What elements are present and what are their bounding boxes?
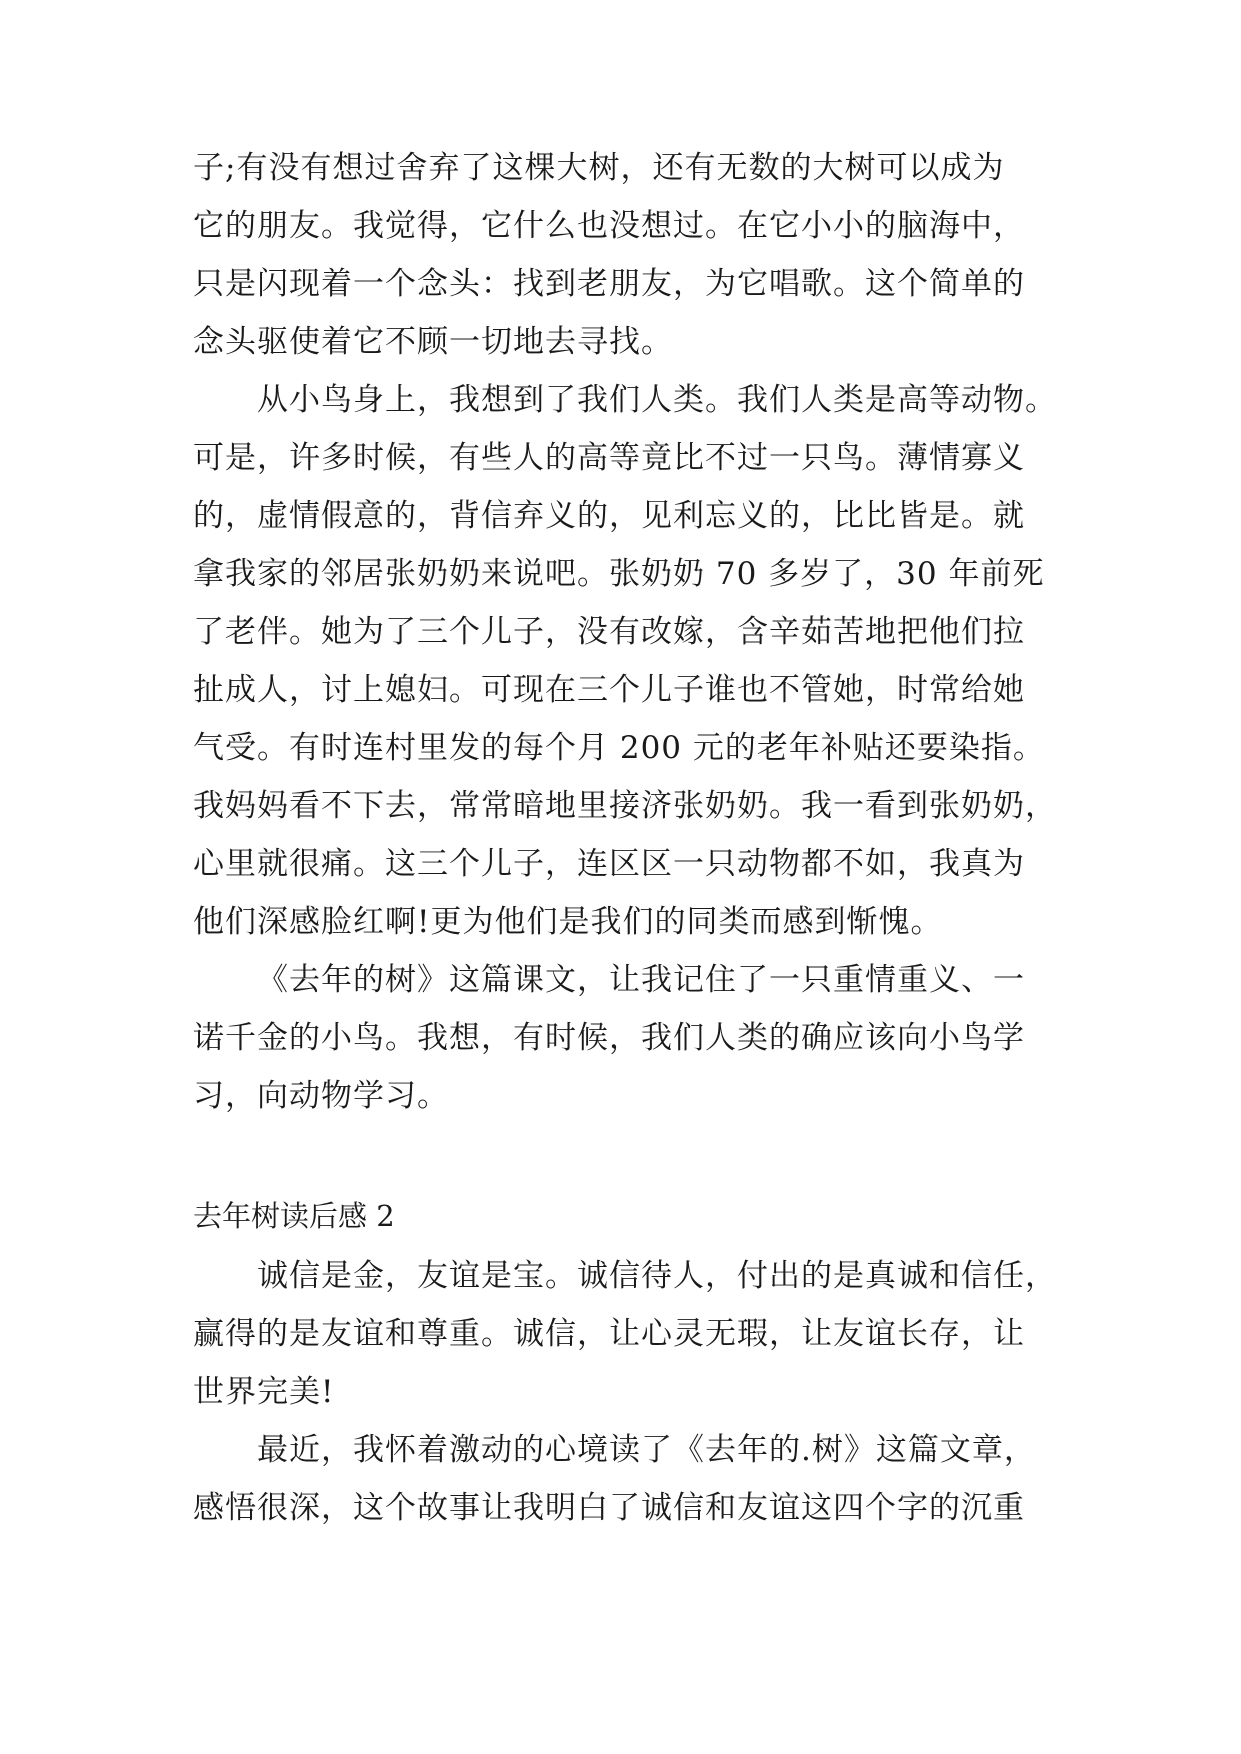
paragraph-5-line-1: 最近，我怀着激动的心境读了《去年的.树》这篇文章， <box>257 1432 1036 1468</box>
paragraph-4-line-1: 诚信是金，友谊是宝。诚信待人，付出的是真诚和信任， <box>257 1258 1057 1294</box>
paragraph-1-line-1: 子;有没有想过舍弃了这棵大树，还有无数的大树可以成为 <box>193 150 1005 186</box>
paragraph-2-line-1: 从小鸟身上，我想到了我们人类。我们人类是高等动物。 <box>257 382 1057 418</box>
paragraph-4-line-2: 赢得的是友谊和尊重。诚信，让心灵无瑕，让友谊长存，让 <box>193 1316 1025 1352</box>
paragraph-2-line-2: 可是，许多时候，有些人的高等竟比不过一只鸟。薄情寡义 <box>193 440 1025 476</box>
paragraph-3-line-3: 习，向动物学习。 <box>193 1078 449 1114</box>
paragraph-3-line-1: 《去年的树》这篇课文，让我记住了一只重情重义、一 <box>257 962 1025 998</box>
paragraph-2-line-5: 了老伴。她为了三个儿子，没有改嫁，含辛茹苦地把他们拉 <box>193 614 1025 650</box>
paragraph-1-line-2: 它的朋友。我觉得，它什么也没想过。在它小小的脑海中， <box>193 208 1025 244</box>
paragraph-2-line-4: 拿我家的邻居张奶奶来说吧。张奶奶 70 多岁了，30 年前死 <box>193 556 1045 592</box>
section-title: 去年树读后感 2 <box>193 1199 395 1233</box>
paragraph-1-line-4: 念头驱使着它不顾一切地去寻找。 <box>193 324 673 360</box>
paragraph-3-line-2: 诺千金的小鸟。我想，有时候，我们人类的确应该向小鸟学 <box>193 1020 1025 1056</box>
paragraph-2-line-6: 扯成人，讨上媳妇。可现在三个儿子谁也不管她，时常给她 <box>193 672 1025 708</box>
paragraph-1-line-3: 只是闪现着一个念头：找到老朋友，为它唱歌。这个简单的 <box>193 266 1025 302</box>
paragraph-2-line-3: 的，虚情假意的，背信弃义的，见利忘义的，比比皆是。就 <box>193 498 1025 534</box>
paragraph-2-line-9: 心里就很痛。这三个儿子，连区区一只动物都不如，我真为 <box>193 846 1025 882</box>
paragraph-5-line-2: 感悟很深，这个故事让我明白了诚信和友谊这四个字的沉重 <box>193 1490 1025 1526</box>
paragraph-4-line-3: 世界完美! <box>193 1374 335 1410</box>
paragraph-2-line-8: 我妈妈看不下去，常常暗地里接济张奶奶。我一看到张奶奶， <box>193 788 1057 824</box>
paragraph-2-line-10: 他们深感脸红啊!更为他们是我们的同类而感到惭愧。 <box>193 904 943 940</box>
paragraph-2-line-7: 气受。有时连村里发的每个月 200 元的老年补贴还要染指。 <box>193 730 1045 766</box>
